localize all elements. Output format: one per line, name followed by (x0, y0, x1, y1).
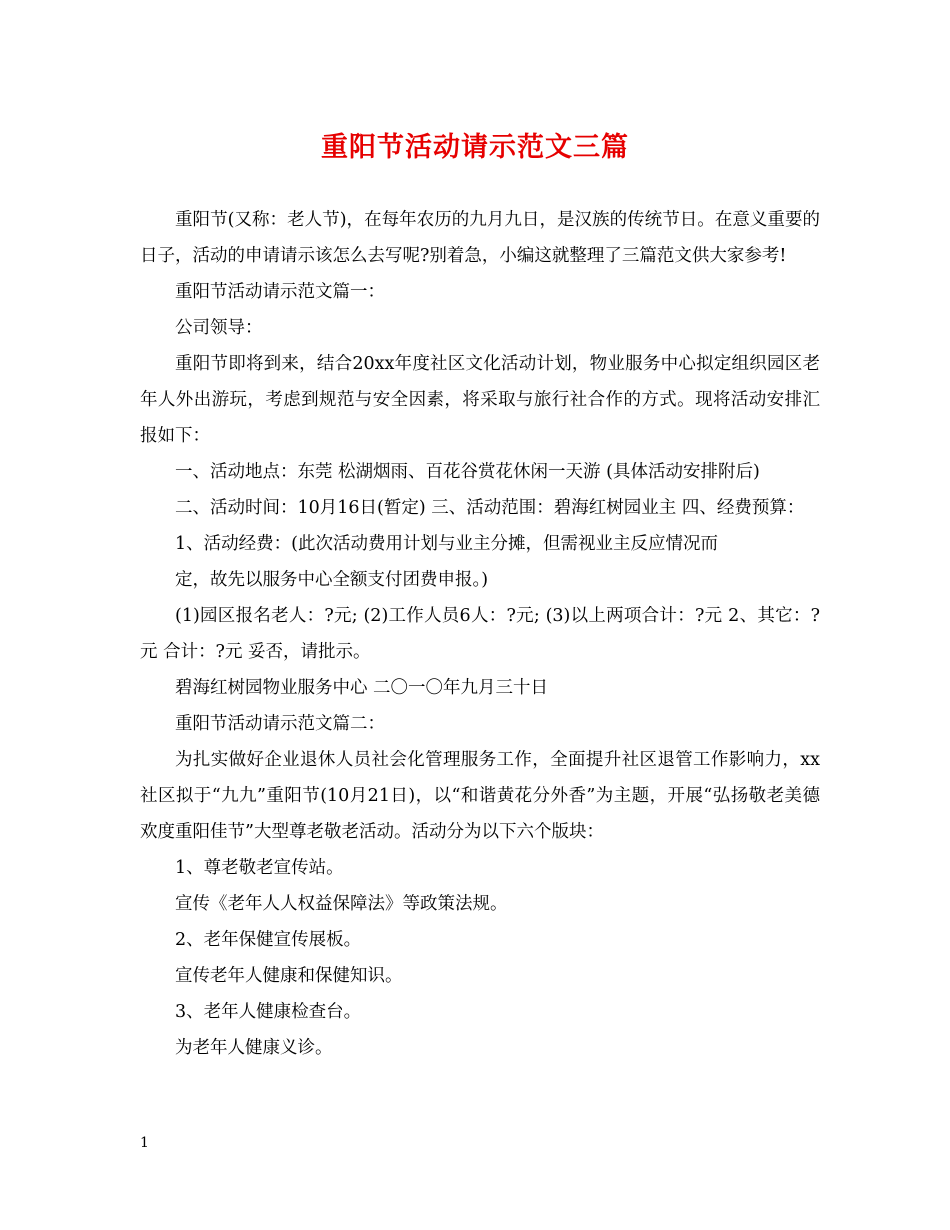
paragraph-intro: 重阳节(又称：老人节)，在每年农历的九月九日，是汉族的传统节日。在意义重要的日子，活动的申请请示该怎么去写呢?别着急，小编这就整理了三篇范文供大家参考! (140, 210, 820, 266)
paragraph-signature: 碧海红树园物业服务中心 二〇一〇年九月三十日 (175, 678, 549, 698)
paragraph-salutation: 公司领导： (175, 318, 263, 338)
paragraph-heading-one: 重阳节活动请示范文篇一： (175, 282, 385, 302)
paragraph-funding-continued: 定，故先以服务中心全额支付团费申报。) (175, 570, 489, 590)
paragraph-item-one-detail: 宣传《老年人人权益保障法》等政策法规。 (175, 894, 508, 914)
paragraph-item-one: 1、尊老敬老宣传站。 (175, 858, 344, 878)
paragraph-purpose: 重阳节即将到来，结合20xx年度社区文化活动计划，物业服务中心拟定组织园区老年人外出游玩，考虑到规范与安全因素，将采取与旅行社合作的方式。现将活动安排汇报如下： (140, 354, 820, 446)
page-number: 1 (140, 1135, 149, 1151)
paragraph-item-three-detail: 为老年人健康义诊。 (175, 1038, 333, 1058)
paragraph-heading-two: 重阳节活动请示范文篇二： (175, 714, 385, 734)
document-title: 重阳节活动请示范文三篇 (321, 132, 629, 163)
paragraph-funding: 1、活动经费：(此次活动费用计划与业主分摊，但需视业主反应情况而 (175, 534, 718, 554)
paragraph-item-two-detail: 宣传老年人健康和保健知识。 (175, 966, 403, 986)
paragraph-location: 一、活动地点：东莞 松湖烟雨、百花谷赏花休闲一天游 (具体活动安排附后) (175, 462, 760, 482)
paragraph-time-scope: 二、活动时间：10月16日(暂定) 三、活动范围：碧海红树园业主 四、经费预算： (175, 498, 805, 518)
paragraph-item-two: 2、老年保健宣传展板。 (175, 930, 362, 950)
paragraph-item-three: 3、老年人健康检查台。 (175, 1002, 362, 1022)
paragraph-activity-intro: 为扎实做好企业退休人员社会化管理服务工作，全面提升社区退管工作影响力，xx社区拟于“九九”重阳节(10月21日)，以“和谐黄花分外香”为主题，开展“弘扬敬老美德 欢度重阳佳节”大型尊老敬老活动。活动分为以下六个版块： (140, 750, 820, 842)
document-body (140, 202, 820, 1066)
paragraph-costs: (1)园区报名老人：?元; (2)工作人员6人：?元; (3)以上两项合计：?元 2、其它：?元 合计：?元 妥否，请批示。 (140, 606, 820, 662)
